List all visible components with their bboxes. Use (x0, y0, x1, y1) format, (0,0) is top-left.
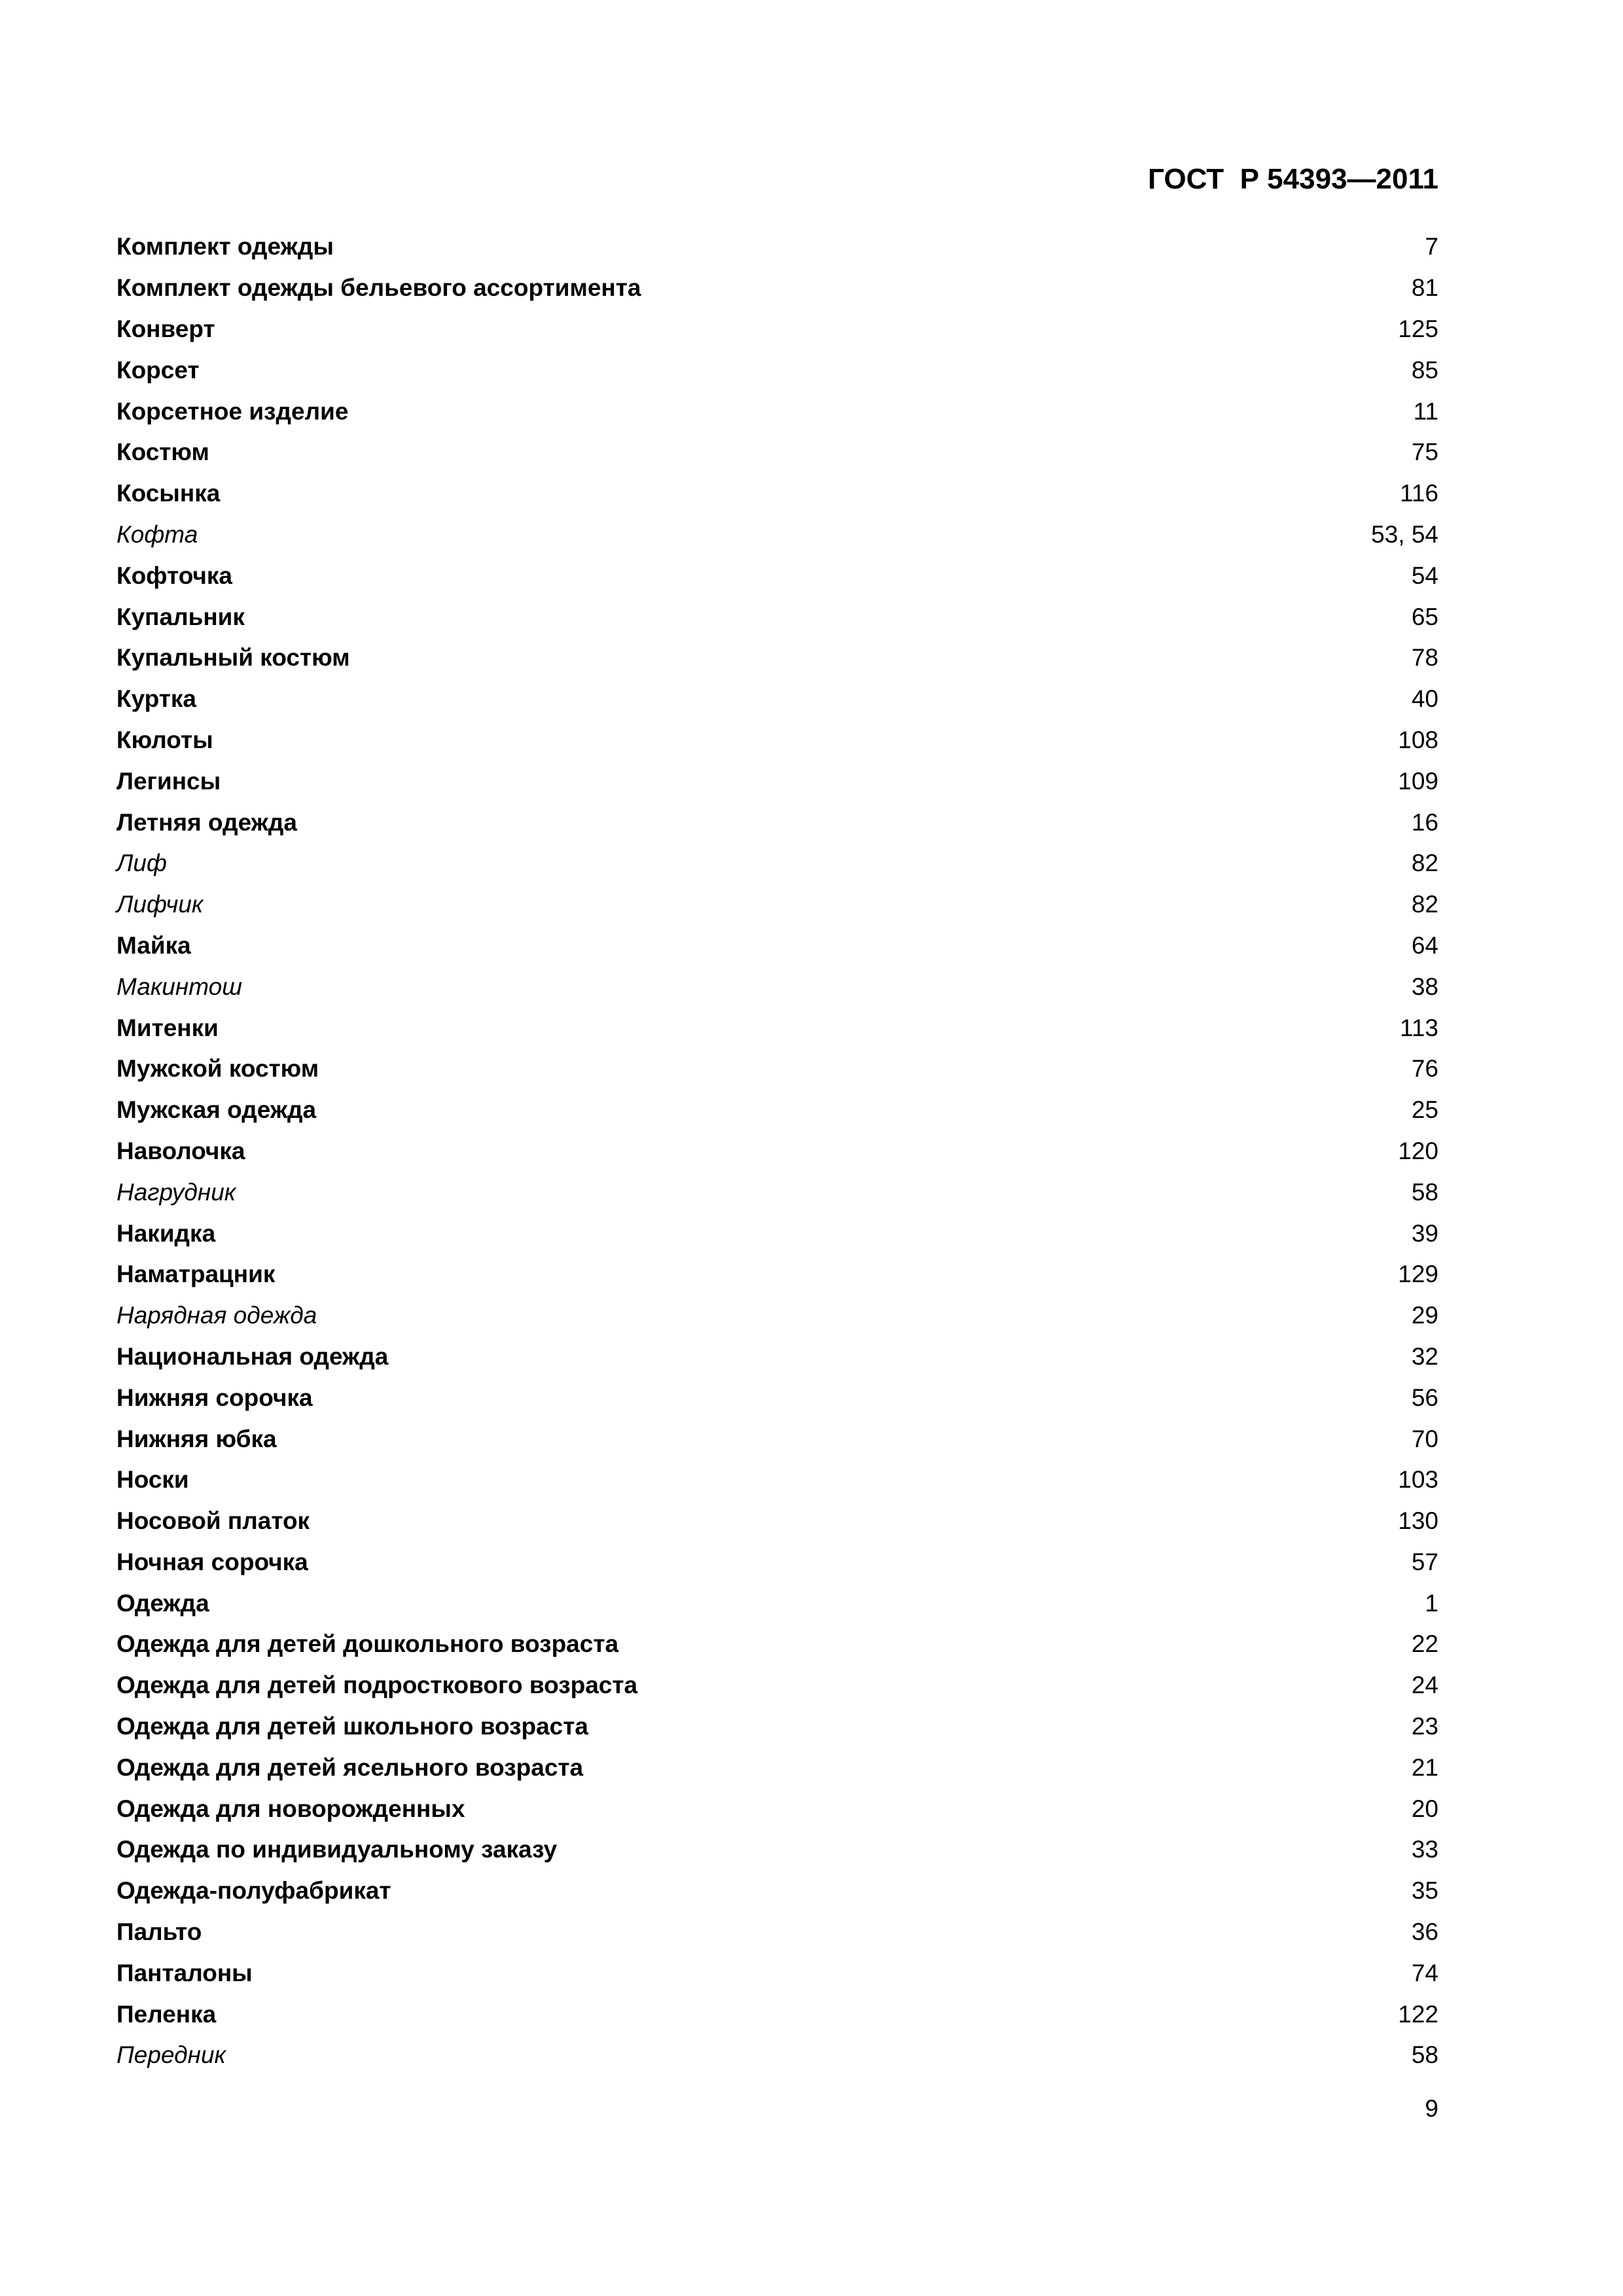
index-entry (116, 802, 1438, 843)
index-reference-number: 38 (1411, 973, 1438, 1000)
index-term: Носки (116, 1466, 189, 1494)
index-term: Мужской костюм (116, 1055, 319, 1083)
index-term: Комплект одежды бельевого ассортимента (116, 274, 641, 302)
index-reference-number: 25 (1411, 1096, 1438, 1124)
index-entry (116, 1829, 1438, 1871)
index-entry (116, 268, 1438, 309)
index-term: Костюм (116, 439, 209, 466)
index-reference-number: 53, 54 (1371, 520, 1438, 548)
index-entry (116, 1952, 1438, 1994)
index-entry (116, 1090, 1438, 1131)
index-term: Кофточка (116, 562, 232, 589)
index-term: Косынка (116, 480, 221, 507)
index-entry (116, 761, 1438, 802)
index-term: Корсет (116, 356, 200, 384)
index-entry (116, 1665, 1438, 1706)
index-entry (116, 1706, 1438, 1748)
index-entry (116, 596, 1438, 637)
index-term: Лиф (116, 850, 167, 877)
index-term: Ночная сорочка (116, 1548, 308, 1575)
index-reference-number: 40 (1411, 685, 1438, 713)
index-entry (116, 309, 1438, 350)
index-term: Конверт (116, 315, 215, 342)
index-reference-number: 122 (1398, 2000, 1438, 2028)
index-term: Одежда-полуфабрикат (116, 1877, 391, 1905)
index-term: Куртка (116, 685, 197, 713)
index-reference-number: 125 (1398, 315, 1438, 342)
index-entry (116, 1871, 1438, 1912)
index-entry (116, 637, 1438, 679)
index-reference-number: 120 (1398, 1137, 1438, 1164)
index-term: Кюлоты (116, 726, 213, 753)
index-reference-number: 74 (1411, 1959, 1438, 1986)
index-reference-number: 64 (1411, 931, 1438, 959)
index-term: Панталоны (116, 1959, 253, 1986)
index-entry (116, 1460, 1438, 1501)
index-reference-number: 58 (1411, 2041, 1438, 2069)
index-entry (116, 1501, 1438, 1542)
index-reference-number: 116 (1400, 480, 1438, 507)
index-reference-number: 29 (1411, 1302, 1438, 1329)
index-reference-number: 65 (1411, 603, 1438, 630)
index-term: Кофта (116, 520, 198, 548)
index-reference-number: 24 (1411, 1672, 1438, 1699)
index-entry (116, 1747, 1438, 1788)
index-entry (116, 1295, 1438, 1336)
index-entry (116, 720, 1438, 761)
index-term: Наматрацник (116, 1261, 276, 1288)
index-reference-number: 81 (1411, 274, 1438, 302)
index-reference-number: 20 (1411, 1795, 1438, 1822)
index-entry (116, 514, 1438, 556)
page-number: 9 (1425, 2095, 1438, 2122)
index-entry (116, 2035, 1438, 2076)
index-term: Легинсы (116, 767, 221, 795)
index-term: Купальник (116, 603, 245, 630)
index-reference-number: 58 (1411, 1178, 1438, 1206)
index-entry (116, 1583, 1438, 1624)
index-reference-number: 109 (1398, 767, 1438, 795)
index-entry (116, 679, 1438, 720)
index-term: Макинтош (116, 973, 242, 1000)
index-entry (116, 1418, 1438, 1460)
index-term: Нагрудник (116, 1178, 236, 1206)
index-reference-number: 22 (1411, 1630, 1438, 1658)
index-term: Мужская одежда (116, 1096, 317, 1124)
index-reference-number: 76 (1411, 1055, 1438, 1083)
index-entry (116, 226, 1438, 268)
index-entry (116, 1994, 1438, 2035)
index-entry (116, 1377, 1438, 1418)
index-entry (116, 1788, 1438, 1829)
index-term: Одежда для новорожденных (116, 1795, 465, 1822)
index-entry (116, 391, 1438, 432)
index-reference-number: 57 (1411, 1548, 1438, 1575)
index-term: Носовой платок (116, 1507, 310, 1535)
index-entry (116, 1624, 1438, 1665)
index-reference-number: 108 (1398, 726, 1438, 753)
index-term: Национальная одежда (116, 1342, 389, 1370)
index-term: Наволочка (116, 1137, 245, 1164)
index-entry (116, 1912, 1438, 1953)
index-entry (116, 843, 1438, 884)
index-entry (116, 473, 1438, 514)
index-reference-number: 11 (1413, 397, 1438, 425)
index-reference-number: 7 (1425, 233, 1438, 260)
index-term: Майка (116, 931, 191, 959)
index-term: Одежда для детей ясельного возраста (116, 1753, 584, 1781)
index-reference-number: 39 (1411, 1219, 1438, 1247)
index-entry (116, 1172, 1438, 1213)
index-reference-number: 78 (1411, 644, 1438, 672)
index-entry (116, 925, 1438, 967)
index-reference-number: 113 (1400, 1014, 1438, 1041)
index-entry (116, 966, 1438, 1007)
alphabetical-index-list (116, 226, 1438, 2076)
index-reference-number: 54 (1411, 562, 1438, 589)
index-term: Одежда для детей дошкольного возраста (116, 1630, 619, 1658)
index-term: Летняя одежда (116, 808, 297, 836)
index-reference-number: 56 (1411, 1384, 1438, 1411)
index-term: Одежда для детей подросткового возраста (116, 1672, 638, 1699)
index-reference-number: 85 (1411, 356, 1438, 384)
index-entry (116, 1049, 1438, 1090)
index-entry (116, 555, 1438, 596)
index-entry (116, 1213, 1438, 1254)
index-entry (116, 884, 1438, 925)
index-term: Пальто (116, 1918, 202, 1946)
index-reference-number: 32 (1411, 1342, 1438, 1370)
index-term: Комплект одежды (116, 233, 334, 260)
index-reference-number: 130 (1398, 1507, 1438, 1535)
index-reference-number: 35 (1411, 1877, 1438, 1905)
index-term: Корсетное изделие (116, 397, 349, 425)
index-reference-number: 75 (1411, 439, 1438, 466)
index-term: Нарядная одежда (116, 1302, 317, 1329)
index-reference-number: 70 (1411, 1425, 1438, 1452)
index-term: Пеленка (116, 2000, 217, 2028)
index-entry (116, 1254, 1438, 1295)
index-term: Нижняя юбка (116, 1425, 277, 1452)
index-reference-number: 16 (1411, 808, 1438, 836)
index-reference-number: 23 (1411, 1713, 1438, 1740)
standard-code-header: ГОСТ Р 54393—2011 (1148, 163, 1438, 195)
index-reference-number: 1 (1425, 1589, 1438, 1617)
index-reference-number: 82 (1411, 850, 1438, 877)
index-term: Одежда (116, 1589, 209, 1617)
index-entry (116, 1007, 1438, 1049)
index-term: Передник (116, 2041, 226, 2069)
index-term: Митенки (116, 1014, 219, 1041)
index-term: Накидка (116, 1219, 216, 1247)
index-reference-number: 33 (1411, 1836, 1438, 1863)
index-entry (116, 1131, 1438, 1172)
index-entry (116, 1336, 1438, 1378)
index-reference-number: 129 (1398, 1261, 1438, 1288)
index-term: Лифчик (116, 891, 204, 918)
index-term: Одежда для детей школьного возраста (116, 1713, 588, 1740)
index-term: Одежда по индивидуальному заказу (116, 1836, 558, 1863)
index-reference-number: 103 (1398, 1466, 1438, 1494)
index-term: Купальный костюм (116, 644, 350, 672)
index-entry (116, 350, 1438, 391)
index-reference-number: 82 (1411, 891, 1438, 918)
index-reference-number: 36 (1411, 1918, 1438, 1946)
index-entry (116, 1542, 1438, 1583)
index-reference-number: 21 (1411, 1753, 1438, 1781)
index-entry (116, 432, 1438, 473)
index-term: Нижняя сорочка (116, 1384, 313, 1411)
